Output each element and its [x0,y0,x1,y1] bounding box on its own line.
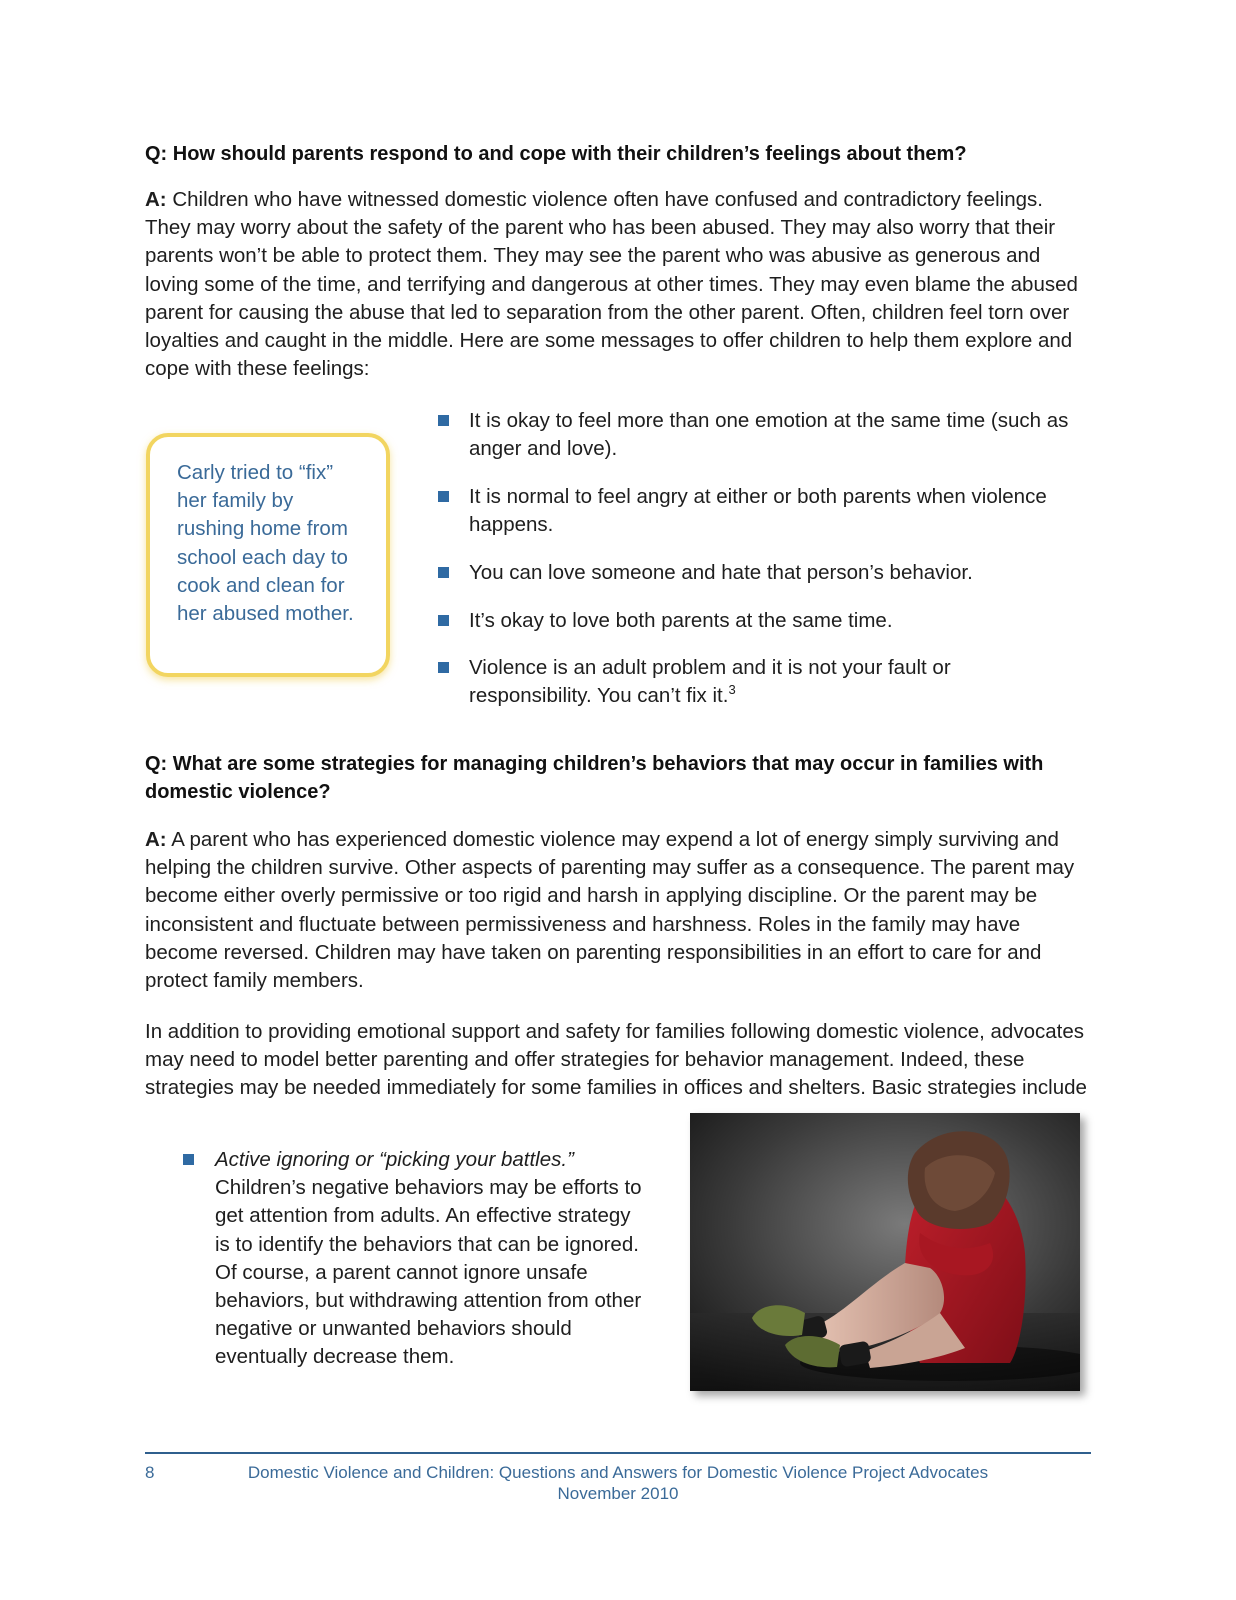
list-item [437,483,1077,539]
child-photo [690,1113,1080,1391]
strategy-title: Active ignoring or “picking your battles.” [215,1148,574,1171]
footer-title: Domestic Violence and Children: Questions and Answers for Domestic Violence Project Advocates [247,1463,989,1482]
list-item [182,1146,642,1372]
message-text: You can love someone and hate that person’s behavior. [469,560,973,584]
list-item [437,654,1077,710]
message-text: It’s okay to love both parents at the same time. [469,608,893,632]
answer-2-prefix: A: [145,828,167,851]
answer-1-text: Children who have witnessed domestic violence often have confused and contradictory feelings. They may worry about the safety of the parent who has been abused. They may also worry that their parents won’t be able to protect them. They may see the parent who was abusive as generous and loving some of the time, and terrifying and dangerous at other times. They may even blame the abused parent for causing the abuse that led to separation from the other parent. Often, children feel torn over loyalties and caught in the middle. Here are some messages to offer children to help them explore and cope with these feelings: [145,188,1078,381]
footer-divider [145,1452,1091,1454]
square-bullet-icon [438,615,449,626]
square-bullet-icon [183,1154,194,1165]
callout-box [146,433,390,677]
message-text: It is normal to feel angry at either or both parents when violence happens. [469,484,1047,537]
square-bullet-icon [438,415,449,426]
question-2: Q: What are some strategies for managing children’s behaviors that may occur in families with domestic violence? [145,753,1044,803]
callout-text: Carly tried to “fix” her family by rushing home from school each day to cook and clean for her abused mother. [177,461,354,626]
strategies-list [182,1146,642,1372]
page-number: 8 [145,1463,155,1482]
footer-date: November 2010 [557,1484,679,1503]
answer-2-paragraph-2: In addition to providing emotional support and safety for families following domestic violence, advocates may need to model better parenting and offer strategies for behavior management. Indeed, these strategies may be needed immediately for some families in offices and shelters. Basic strategies include [145,1020,1087,1100]
strategy-text: Children’s negative behaviors may be efforts to get attention from adults. An effective strategy is to identify the behaviors that can be ignored. Of course, a parent cannot ignore unsafe behaviors, but withdrawing attention from other negative or unwanted behaviors should eventually decrease them. [215,1176,642,1369]
square-bullet-icon [438,662,449,673]
list-item [437,407,1077,463]
child-sitting-illustration [690,1113,1080,1391]
square-bullet-icon [438,567,449,578]
message-text: Violence is an adult problem and it is not your fault or responsibility. You can’t fix it. [469,656,951,708]
messages-list [437,407,1077,730]
footnote-reference: 3 [728,682,736,698]
list-item [437,559,1077,587]
square-bullet-icon [438,491,449,502]
answer-1-prefix: A: [145,188,167,211]
answer-2 [145,826,1090,995]
question-1: Q: How should parents respond to and cope with their children’s feelings about them? [145,143,967,165]
answer-1 [145,186,1090,383]
message-text: It is okay to feel more than one emotion at the same time (such as anger and love). [469,409,1069,461]
answer-2-text: A parent who has experienced domestic violence may expend a lot of energy simply surviving and helping the children survive. Other aspects of parenting may suffer as a consequence. The parent may become either overly permissive or too rigid and harsh in applying discipline. Or the parent may be inconsistent and fluctuate between permissiveness and harshness. Roles in the family may have become reversed. Children may have taken on parenting responsibilities in an effort to care for and protect family members. [145,828,1075,993]
list-item [437,607,1077,635]
